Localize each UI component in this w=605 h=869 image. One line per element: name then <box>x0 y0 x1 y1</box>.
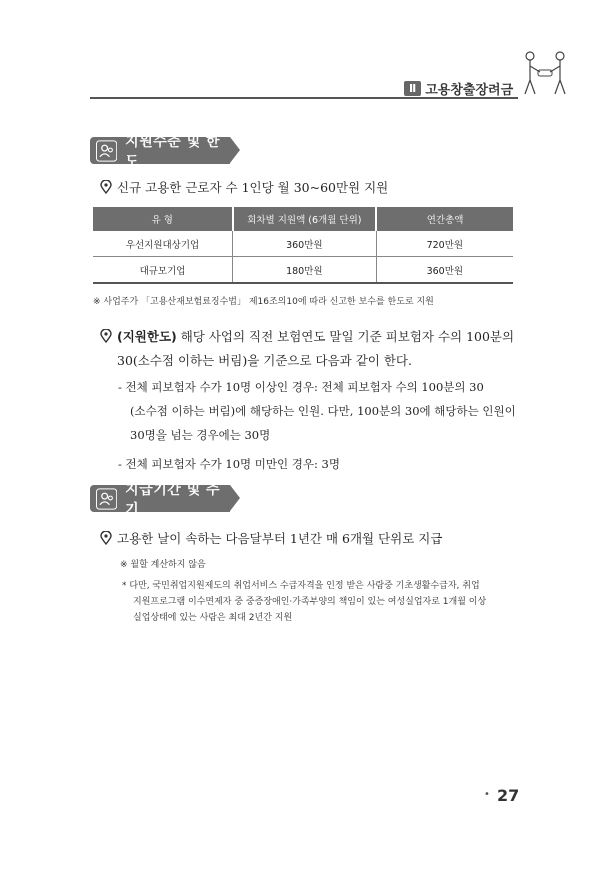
page-number: 27 <box>497 786 520 805</box>
table-cell: 180만원 <box>233 257 377 284</box>
table-header: 유 형 <box>93 207 233 231</box>
subsidy-table <box>93 207 513 284</box>
people-icon <box>96 488 117 510</box>
limit-text-line2: 30(소수점 이하는 버림)을 기준으로 다음과 같이 한다. <box>117 353 412 368</box>
table-cell: 360만원 <box>376 257 513 284</box>
sub-item-10-or-more-line1: - 전체 피보험자 수가 10명 이상인 경우: 전체 피보험자 수의 100분의 30 <box>118 380 484 394</box>
table-cell: 대규모기업 <box>93 257 233 284</box>
limit-label: (지원한도) <box>117 329 177 344</box>
table-note: ※ 사업주가 「고용산재보험료징수법」 제16조의10에 따라 신고한 보수를 한도로 지원 <box>93 297 434 307</box>
chapter-header <box>404 78 513 98</box>
sub-item-10-or-more-line2: (소수점 이하는 버림)에 해당하는 인원. 다만, 100분의 30에 해당하는 인원이 <box>130 404 516 418</box>
people-illustration-icon <box>520 48 570 100</box>
people-icon <box>96 140 117 162</box>
location-pin-icon <box>100 329 112 343</box>
section-heading-payment-period <box>90 481 230 518</box>
table-cell: 720만원 <box>376 231 513 257</box>
section-heading-support-level <box>90 133 230 170</box>
bullet-subsidy-amount: 신규 고용한 근로자 수 1인당 월 30~60만원 지원 <box>100 175 388 201</box>
sub-item-10-or-more-line3: 30명을 넘는 경우에는 30명 <box>130 428 271 442</box>
note-exception-line3: 실업상태에 있는 사람은 최대 2년간 지원 <box>133 613 293 623</box>
note-no-monthly-proration: ※ 월할 계산하지 않음 <box>120 560 206 570</box>
chapter-title: 고용창출장려금 <box>425 82 514 98</box>
table-cell: 우선지원대상기업 <box>93 231 233 257</box>
table-header: 연간총액 <box>376 207 513 231</box>
note-exception-line2: 지원프로그램 이수면제자 중 중증장애인·가족부양의 책임이 있는 여성실업자로 1개월 이상 <box>133 597 487 607</box>
section-title: 지급기간 및 주기 <box>125 481 221 518</box>
section-title: 지원수준 및 한도 <box>125 133 221 170</box>
chapter-numeral: Ⅱ <box>404 81 421 96</box>
sub-item-under-10: - 전체 피보험자 수가 10명 미만인 경우: 3명 <box>118 457 340 471</box>
note-exception-line1: * 다만, 국민취업지원제도의 취업서비스 수급자격을 인정 받은 사람중 기초생활수급자, 취업 <box>122 581 480 591</box>
table-cell: 360만원 <box>233 231 377 257</box>
location-pin-icon <box>100 180 112 194</box>
bullet-support-limit: (지원한도) 해당 사업의 직전 보험연도 말일 기준 피보험자 수의 100분의 <box>100 324 514 350</box>
bullet-payment-cycle: 고용한 날이 속하는 다음달부터 1년간 매 6개월 단위로 지급 <box>100 526 442 552</box>
location-pin-icon <box>100 531 112 545</box>
table-row <box>93 257 513 284</box>
page-bullet: • <box>484 789 490 800</box>
table-row <box>93 231 513 257</box>
table-header: 회차별 지원액 (6개월 단위) <box>233 207 377 231</box>
